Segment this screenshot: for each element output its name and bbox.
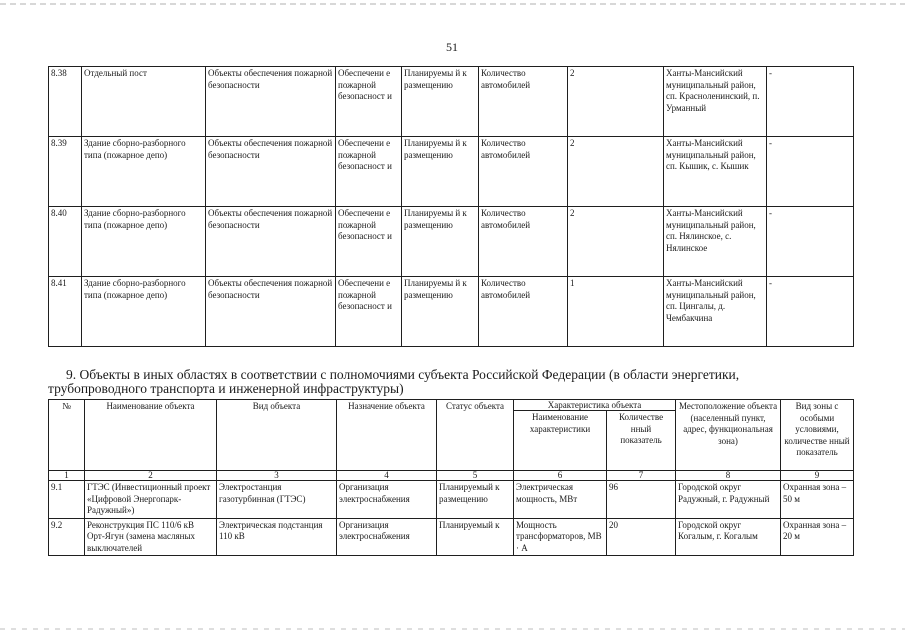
table-row (49, 277, 854, 347)
section-heading-line-1: 9. Объекты в иных областях в соответствии с полномочиями субъекта Российской Федерации (в области энергетики, (66, 367, 740, 382)
row-number: 8.39 (49, 137, 82, 207)
object-name: Здание сборно-разборного типа (пожарное депо) (82, 207, 206, 277)
column-number: 4 (337, 471, 437, 481)
special-zone: - (767, 67, 854, 137)
characteristic-value: 20 (607, 518, 676, 556)
column-number: 1 (49, 471, 85, 481)
table-row (49, 207, 854, 277)
object-type: Объекты обеспечения пожарной безопасности (206, 137, 336, 207)
table-row (49, 67, 854, 137)
object-type: Объекты обеспечения пожарной безопасности (206, 67, 336, 137)
column-number: 2 (85, 471, 217, 481)
characteristic-value: 96 (607, 481, 676, 519)
header-purpose: Назначение объекта (337, 400, 437, 471)
header-zone: Вид зоны с особыми условиями, количестве нный показатель (781, 400, 854, 471)
header-name: Наименование объекта (85, 400, 217, 471)
section-heading (48, 368, 868, 396)
characteristic-name: Мощность трансформаторов, МВ · А (514, 518, 607, 556)
object-purpose: Организация электроснабжения (337, 481, 437, 519)
object-name: Здание сборно-разборного типа (пожарное депо) (82, 277, 206, 347)
object-type: Объекты обеспечения пожарной безопасности (206, 277, 336, 347)
special-zone: - (767, 277, 854, 347)
object-name: ГТЭС (Инвестиционный проект «Цифровой Энергопарк-Радужный») (85, 481, 217, 519)
column-number: 3 (217, 471, 337, 481)
scan-artifact-top (0, 3, 905, 5)
object-purpose: Обеспечени е пожарной безопасност и (336, 207, 402, 277)
special-zone: - (767, 207, 854, 277)
special-zone: Охранная зона – 50 м (781, 481, 854, 519)
column-number-row (49, 471, 854, 481)
row-number: 8.40 (49, 207, 82, 277)
column-number: 5 (437, 471, 514, 481)
object-status: Планируемы й к размещению (402, 137, 479, 207)
characteristic-name: Количество автомобилей (479, 67, 568, 137)
object-location: Ханты-Мансийский муниципальный район, сп. Кышик, с. Кышик (664, 137, 767, 207)
header-type: Вид объекта (217, 400, 337, 471)
header-characteristic-name: Наименование характеристики (514, 411, 607, 471)
characteristic-value: 1 (568, 277, 664, 347)
special-zone: - (767, 137, 854, 207)
header-location: Местоположение объекта (населенный пункт, адрес, функциональная зона) (676, 400, 781, 471)
header-row (49, 400, 854, 411)
table-row (49, 518, 854, 556)
object-name: Отдельный пост (82, 67, 206, 137)
characteristic-value: 2 (568, 207, 664, 277)
page-number: 51 (446, 40, 458, 54)
object-status: Планируемый к размещению (437, 481, 514, 519)
object-location: Ханты-Мансийский муниципальный район, сп. Нялинское, с. Нялинское (664, 207, 767, 277)
header-number: № (49, 400, 85, 471)
object-location: Ханты-Мансийский муниципальный район, сп. Цингалы, д. Чембакчина (664, 277, 767, 347)
header-characteristic-value: Количестве нный показатель (607, 411, 676, 471)
characteristic-name: Количество автомобилей (479, 277, 568, 347)
object-name: Реконструкция ПС 110/6 кВ Орт-Ягун (замена масляных выключателей (85, 518, 217, 556)
column-number: 9 (781, 471, 854, 481)
object-purpose: Организация электроснабжения (337, 518, 437, 556)
column-number: 6 (514, 471, 607, 481)
characteristic-name: Количество автомобилей (479, 207, 568, 277)
object-type: Электростанция газотурбинная (ГТЭС) (217, 481, 337, 519)
object-status: Планируемый к (437, 518, 514, 556)
column-number: 7 (607, 471, 676, 481)
characteristic-name: Количество автомобилей (479, 137, 568, 207)
header-characteristic-group: Характеристика объекта (514, 400, 676, 411)
column-number: 8 (676, 471, 781, 481)
characteristic-value: 2 (568, 67, 664, 137)
row-number: 8.38 (49, 67, 82, 137)
scan-artifact-bottom (0, 628, 905, 630)
object-location: Городской округ Радужный, г. Радужный (676, 481, 781, 519)
object-purpose: Обеспечени е пожарной безопасност и (336, 137, 402, 207)
row-number: 9.2 (49, 518, 85, 556)
special-zone: Охранная зона – 20 м (781, 518, 854, 556)
object-purpose: Обеспечени е пожарной безопасност и (336, 67, 402, 137)
section-heading-line-2: трубопроводного транспорта и инженерной инфраструктуры) (48, 381, 404, 396)
object-location: Городской округ Когалым, г. Когалым (676, 518, 781, 556)
object-type: Объекты обеспечения пожарной безопасности (206, 207, 336, 277)
table-row (49, 137, 854, 207)
header-status: Статус объекта (437, 400, 514, 471)
characteristic-name: Электрическая мощность, МВт (514, 481, 607, 519)
object-purpose: Обеспечени е пожарной безопасност и (336, 277, 402, 347)
object-status: Планируемы й к размещению (402, 207, 479, 277)
energy-objects-table (48, 399, 854, 556)
object-status: Планируемы й к размещению (402, 67, 479, 137)
object-name: Здание сборно-разборного типа (пожарное депо) (82, 137, 206, 207)
table-row (49, 481, 854, 519)
object-location: Ханты-Мансийский муниципальный район, сп. Красноленинский, п. Урманный (664, 67, 767, 137)
row-number: 8.41 (49, 277, 82, 347)
row-number: 9.1 (49, 481, 85, 519)
object-type: Электрическая подстанция 110 кВ (217, 518, 337, 556)
object-status: Планируемы й к размещению (402, 277, 479, 347)
characteristic-value: 2 (568, 137, 664, 207)
fire-safety-objects-table (48, 66, 854, 347)
